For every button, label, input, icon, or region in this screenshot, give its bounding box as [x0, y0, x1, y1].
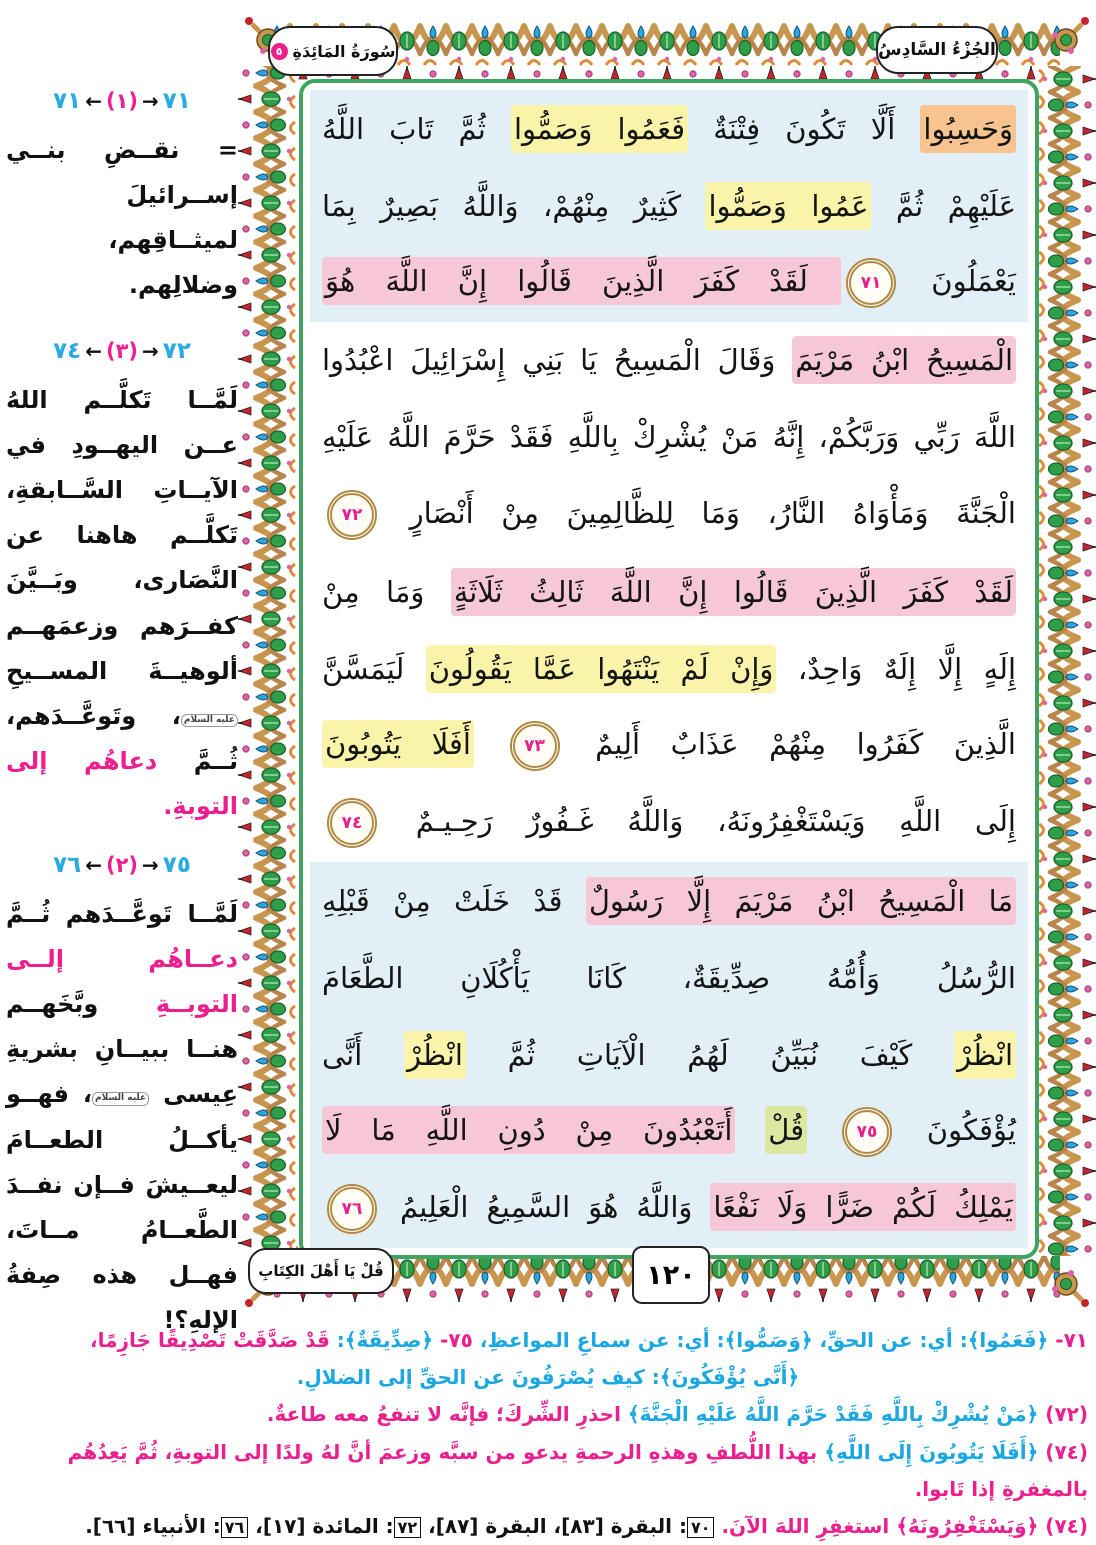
quran-line-text: [322, 721, 1016, 771]
highlighted-text: وَإِنْ لَمْ يَنْتَهُوا عَمَّا يَقُولُونَ: [426, 645, 777, 693]
highlighted-text: أَفَلَا يَتُوبُونَ: [322, 720, 474, 768]
highlighted-text: لَقَدْ كَفَرَ الَّذِينَ قَالُوا إِنَّ اللَّهَ ثَالِثُ ثَلَاثَةٍ: [451, 568, 1016, 616]
range-arrow-icon: →: [142, 89, 159, 113]
quran-line-5: [310, 399, 1028, 476]
pbuh-mark: عليه السلام: [181, 714, 238, 728]
quran-text: قَدْ خَلَتْ مِنْ قَبْلِهِ: [322, 883, 586, 918]
quran-line-text: [322, 420, 1016, 454]
highlighted-text: أَتَعْبُدُونَ مِنْ دُونِ اللَّهِ مَا لَا: [322, 1106, 735, 1154]
quran-text: ثُمَّ تَابَ اللَّهُ: [322, 111, 511, 146]
footnote-segment: (٧٤): [1038, 1513, 1088, 1538]
highlighted-text: وَحَسِبُوا: [920, 105, 1016, 153]
range-arrow-icon: ←: [85, 89, 102, 113]
footnote-segment: ﴿صِدِّيقَةٌ﴾:: [329, 1328, 434, 1352]
footnote-segment: قَدْ صَدَّقَتْ تَصْدِيقًا جَازِمًا،: [90, 1328, 330, 1352]
quran-line-text: [322, 652, 1016, 686]
footnote-segment: ﴿أَنَّى يُؤْفَكُونَ﴾: كيف يُصْرَفُونَ عن الحقِّ إلى الضلالِ.: [296, 1365, 800, 1390]
quran-line-4: [310, 322, 1028, 399]
quran-text: إِلَهٍ إِلَّا إِلَهٌ وَاحِدٌ،: [776, 652, 1017, 687]
sidebar-note-text: [6, 378, 238, 829]
note-segment: ، فهــو يأكــلُ الطعــامَ ليعــيشَ فــإن نفــدَ الطَّعــامُ مــاتَ، فهــل هذه صِفةُ الإلهِ؟!: [6, 1080, 238, 1334]
note-segment: دعــاهُم إلــى التوبــةِ: [6, 945, 238, 1019]
verse-medallion-٧٦: ٧٦: [327, 1184, 377, 1234]
quran-text: يُؤْفَكُونَ: [896, 1113, 1017, 1148]
quran-line-12: [310, 939, 1028, 1016]
range-value: ٧١: [53, 88, 82, 114]
range-value: ٧٢: [162, 338, 191, 364]
range-value: ٧٦: [53, 852, 82, 878]
quran-line-3: [310, 244, 1028, 321]
quran-line-text: [322, 798, 1016, 848]
highlighted-text: قُلْ: [765, 1106, 807, 1154]
quran-line-7: [310, 553, 1028, 630]
quran-line-text: [322, 343, 1016, 377]
footnote-segment: ﴿وَيَسْتَغْفِرُونَهُ﴾: [889, 1513, 1039, 1538]
highlighted-text: الْمَسِيحُ ابْنُ مَرْيَمَ: [792, 336, 1016, 384]
quran-text: أَلَّا تَكُونَ فِتْنَةٌ: [688, 111, 921, 146]
footnote-segment: ٧١-: [1048, 1328, 1088, 1352]
quran-text: كَيْفَ نُبَيِّنُ لَهُمُ الْآيَاتِ ثُمَّ: [465, 1038, 955, 1073]
catchword-cartouche: [248, 1248, 394, 1294]
quran-line-6: [310, 476, 1028, 553]
note-segment: وبَّخَهــم هنــا ببيــانِ بشريةِ عِيسى: [6, 990, 238, 1109]
footnote-segment: ٧٥-: [433, 1328, 473, 1352]
sidebar-section-3: [6, 852, 238, 1343]
quran-text: أَنَّى: [322, 1038, 405, 1073]
footnote-segment: استغفِرِ اللهَ الآنَ.: [714, 1513, 890, 1538]
quran-line-text: [322, 884, 1016, 918]
quran-text: وَقَالَ الْمَسِيحُ يَا بَنِي إِسْرَائِيلَ اعْبُدُوا: [322, 343, 793, 378]
footnote-segment: : المائدة [١٧]،: [248, 1513, 394, 1538]
note-segment: لَمَّــا تَوعَّــدَهم ثُــمَّ: [6, 900, 238, 928]
quran-line-10: [310, 785, 1028, 862]
page-number: ١٢٠: [632, 1246, 710, 1304]
highlighted-text: انْظُرْ: [404, 1031, 466, 1079]
cross-reference-box: ٧٦: [221, 1517, 249, 1538]
footnotes: [8, 1322, 1088, 1545]
quran-line-text: [322, 1184, 1016, 1234]
quran-line-text: [322, 1107, 1016, 1157]
quran-line-text: [322, 189, 1016, 223]
verse-range-header: [6, 852, 238, 878]
footnote-segment: (٧٢): [1038, 1402, 1088, 1427]
quran-lines-container: [310, 90, 1028, 1248]
sidebar-section-1: [6, 88, 238, 308]
footnote-line-4: [8, 1434, 1088, 1508]
surah-cartouche: [268, 26, 398, 76]
quran-line-15: [310, 1171, 1028, 1248]
quran-line-text: [322, 112, 1016, 146]
quran-text-panel: [299, 79, 1039, 1259]
verse-medallion-٧٥: ٧٥: [842, 1107, 892, 1157]
range-value: ٧٥: [162, 852, 191, 878]
juz-label: الجُزْءُ السَّادِسُ: [878, 40, 996, 60]
verse-range-header: [6, 338, 238, 364]
quran-text: يَعْمَلُونَ: [901, 264, 1016, 298]
highlighted-text: انْظُرْ: [954, 1031, 1016, 1079]
surah-number-badge: ٥: [271, 43, 288, 60]
quran-text: لَيَمَسَّنَّ: [322, 652, 426, 687]
highlighted-text: لَقَدْ كَفَرَ الَّذِينَ قَالُوا إِنَّ اللَّهَ هُوَ: [322, 257, 841, 305]
quran-line-2: [310, 167, 1028, 244]
quran-line-text: [322, 258, 1016, 308]
verse-medallion-٧٣: ٧٣: [510, 721, 560, 771]
quran-text: عَلَيْهِمْ ثُمَّ: [871, 188, 1017, 223]
highlighted-text: فَعَمُوا وَصَمُّوا: [511, 105, 688, 153]
note-segment: لَمَّــا تَكلَّــم اللهُ عــن اليهــودِ في الآيــاتِ السَّــابقةِ، تَكلَّــم هاهنا عن النَّصَارى، وبَــيَّنَ كفــرَهم وزعمَهــم ألوهيــةَ المســيحِ: [6, 386, 238, 685]
quran-text: وَاللَّهُ هُوَ السَّمِيعُ الْعَلِيمُ: [382, 1190, 711, 1225]
quran-line-text: [322, 1038, 1016, 1072]
quran-line-text: [322, 961, 1016, 995]
verse-medallion-٧٢: ٧٢: [327, 490, 377, 540]
verse-medallion-٧١: ٧١: [846, 258, 896, 308]
note-segment: = نقــضِ بنــي إســرائيلَ لميثــاقِهم، وضلالِهم.: [6, 136, 238, 300]
quran-line-text: [322, 575, 1016, 609]
note-segment: دعاهُم إلى التوبةِ.: [6, 746, 238, 820]
verse-range-header: [6, 88, 238, 114]
quran-line-1: [310, 90, 1028, 167]
quran-text: الْجَنَّةَ وَمَأْوَاهُ النَّارُ، وَمَا لِلظَّالِمِينَ مِنْ أَنْصَارٍ: [382, 495, 1016, 530]
highlighted-text: عَمُوا وَصَمُّوا: [705, 182, 871, 230]
quran-text: الرُّسُلُ وَأُمُّهُ صِدِّيقَةٌ، كَانَا يَأْكُلَانِ الطَّعَامَ: [322, 960, 1016, 995]
quran-line-11: [310, 862, 1028, 939]
footnote-line-1: [8, 1322, 1088, 1359]
footnote-segment: ﴿مَنْ يُشْرِكْ بِاللَّهِ فَقَدْ حَرَّمَ اللَّهُ عَلَيْهِ الْجَنَّةَ﴾: [620, 1402, 1039, 1427]
range-value: (٢): [105, 853, 139, 877]
quran-line-13: [310, 1016, 1028, 1093]
quran-text: وَمَا مِنْ: [322, 574, 451, 609]
range-arrow-icon: ←: [85, 853, 102, 877]
range-value: ٧٤: [53, 338, 82, 364]
quran-line-8: [310, 630, 1028, 707]
quran-text: [807, 1113, 837, 1147]
verse-medallion-٧٤: ٧٤: [327, 798, 377, 848]
quran-line-9: [310, 708, 1028, 785]
cross-reference-box: ٧٢: [394, 1517, 422, 1538]
quran-text: [735, 1113, 765, 1147]
pbuh-mark: عليه السلام: [92, 1092, 149, 1106]
range-arrow-icon: →: [142, 853, 159, 877]
quran-text: [474, 727, 505, 761]
surah-label: سُورَةُ المَائِدَةِ: [292, 41, 396, 61]
footnote-line-3: [8, 1396, 1088, 1433]
range-value: ٧١: [162, 88, 191, 114]
sidebar-note-text: [6, 128, 238, 308]
footnote-segment: : البقرة [٨٣]، البقرة [٨٧]،: [421, 1513, 687, 1538]
quran-text: اللَّهَ رَبِّي وَرَبَّكُمْ، إِنَّهُ مَنْ يُشْرِكْ بِاللَّهِ فَقَدْ حَرَّمَ اللَّهُ عَلَيْهِ: [322, 420, 1016, 455]
cross-reference-box: ٧٠: [687, 1517, 715, 1538]
footnote-segment: ﴿أَفَلَا يَتُوبُونَ إِلَى اللَّهِ﴾: [817, 1439, 1039, 1464]
footnote-segment: (٧٤): [1038, 1439, 1088, 1464]
footnote-segment: بهذا اللُّطفِ وهذهِ الرحمةِ يدعو من سبَّه وزعمَ أنَّ لهُ ولدًا إلى التوبةِ، ثُمَّ يَعِدُهُم بالمغفرةِ إذا تَابوا.: [67, 1439, 1088, 1501]
footnote-segment: احذرِ الشِّركَ؛ فإنَّه لا تنفعُ معه طاعةٌ.: [266, 1402, 621, 1427]
footnote-segment: : الأنبياء [٦٦].: [85, 1513, 221, 1538]
range-arrow-icon: →: [142, 339, 159, 363]
range-value: (١): [105, 89, 139, 113]
range-arrow-icon: ←: [85, 339, 102, 363]
quran-text: إِلَى اللَّهِ وَيَسْتَغْفِرُونَهُ، وَاللَّهُ غَـفُورٌ رَحِـيـمٌ: [382, 804, 1016, 839]
sidebar-section-2: [6, 338, 238, 829]
quran-line-14: [310, 1094, 1028, 1171]
footnote-line-5: [8, 1508, 1088, 1545]
quran-line-text: [322, 490, 1016, 540]
juz-cartouche: [876, 26, 998, 74]
catchword-label: قُلْ يَا أَهْلَ الكِتَابِ: [258, 1262, 384, 1280]
footnote-line-2: [8, 1359, 1088, 1396]
highlighted-text: مَا الْمَسِيحُ ابْنُ مَرْيَمَ إِلَّا رَسُولٌ: [586, 877, 1016, 925]
quran-text: كَثِيرٌ مِنْهُمْ، وَاللَّهُ بَصِيرٌ بِمَا: [322, 188, 706, 223]
quran-text: الَّذِينَ كَفَرُوا مِنْهُمْ عَذَابٌ أَلِيمٌ: [564, 727, 1016, 762]
note-segment: ، وتَوعَّــدَهم، ثُــمَّ: [6, 701, 238, 775]
sidebar-note-text: [6, 892, 238, 1343]
highlighted-text: يَمْلِكُ لَكُمْ ضَرًّا وَلَا نَفْعًا: [710, 1183, 1016, 1231]
range-value: (٣): [105, 339, 139, 363]
footnote-segment: ﴿فَعَمُوا﴾: أي: عن الحقِّ، ﴿وَصَمُّوا﴾: أي: عن سماعِ المواعظِ،: [472, 1328, 1049, 1352]
